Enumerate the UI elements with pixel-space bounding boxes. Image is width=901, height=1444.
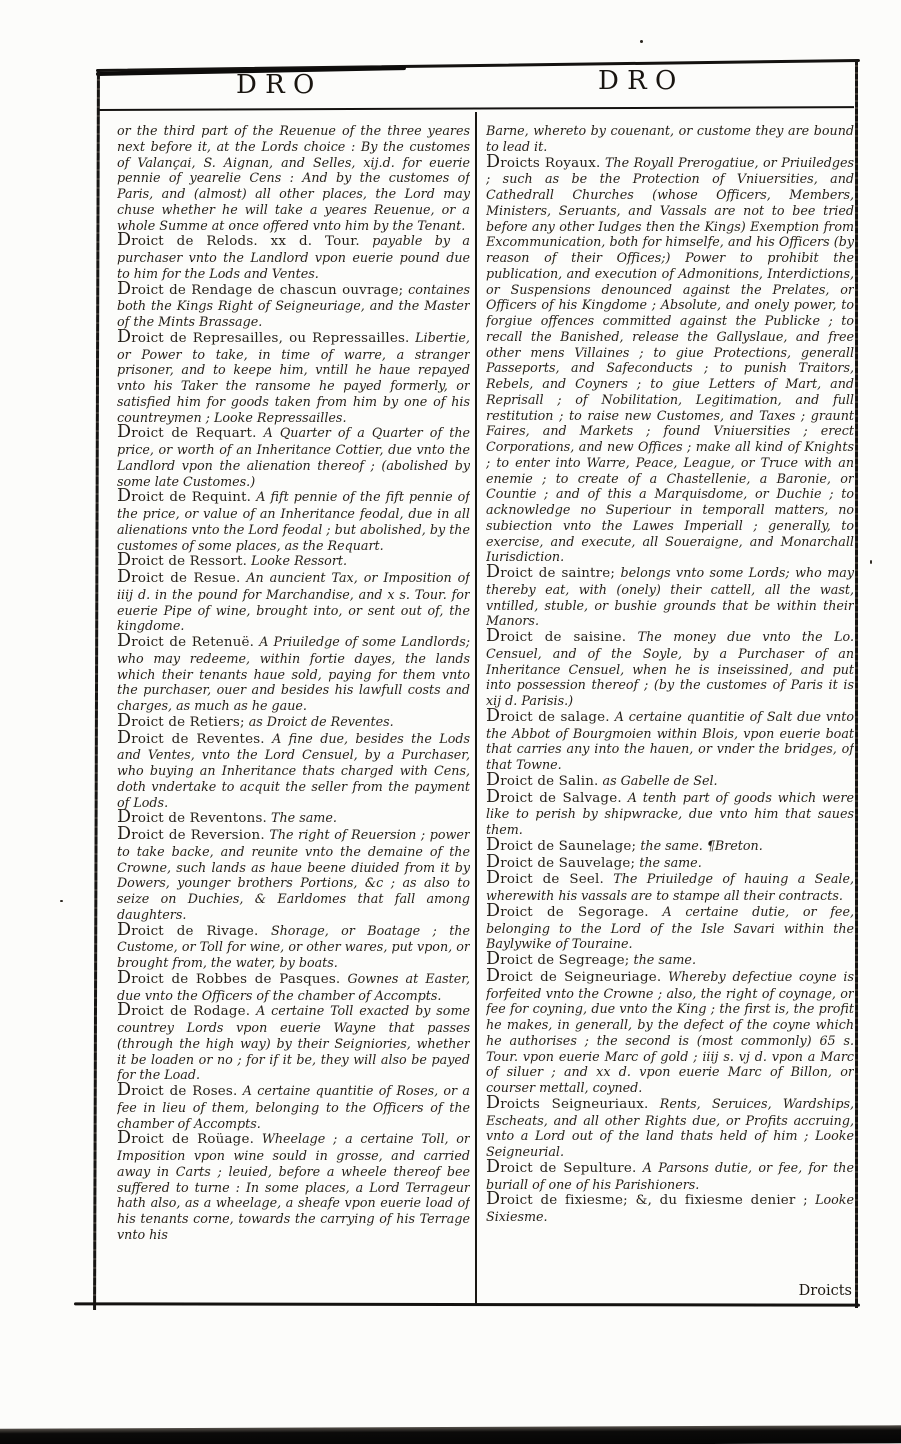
entry-definition: Shorage, or Boatage ; the Custome, or Toll for wine, or other wares, put vpon, or brought from, the water, by boats. [117, 922, 470, 970]
entry-definition: containes both the Kings Right of Seigneuriage, and the Master of the Mints Brassage. [117, 281, 470, 329]
dictionary-entry [117, 1128, 470, 1242]
dictionary-entry [486, 151, 854, 566]
dictionary-entry [117, 919, 470, 971]
entry-definition: belongs vnto some Lords; who may thereby eat, with (onely) their cattell, all the wast, vntilled, stuble, or bushie grounds that be within their Manors. [486, 565, 854, 629]
entry-headword: Droict de Reventes. [117, 727, 265, 748]
entry-definition: The Priuiledge of hauing a Seale, wherewith his vassals are to stampe all their contracts. [486, 871, 854, 903]
entry-definition: The Royall Prerogatiue, or Priuiledges ; such as be the Protection of Vniuersities, and Cathedrall Churches (whose Officers, Members, Ministers, Seruants, and Vassals are not to bee tried before any other Iudges then the Kings) Exemption from Excommunication, both for himselfe, and his Officers (by reason of their Offices;) Power to prohibit the publication, and execution of Admonitions, Interdictions, or Suspensions denounced against the Prelates, or Officers of his Kingdome ; Absolute, and onely power, to forgiue offences committed against the Publicke ; to recall the Banished, release the Gallyslaue, and free other mens Villaines ; to giue Protections, generall Passeports, and Safeconducts ; to punish Traitors, Rebels, and Coyners ; to giue Letters of Mart, and Reprisall ; of Nobilitation, Legitimation, and full restitution ; to raise new Customes, and Taxes ; graunt Faires, and Markets ; found Vniuersities ; erect Corporations, and new Offices ; make all kind of Knights ; to enter into Warre, Peace, League, or Truce with an enemie ; to create of a Chastellenie, a Baronie, or Countie ; and of this a Marquisdome, or Duchie ; to acknowledge no Superiour in temporall matters, no subiection vnto the Lawes Imperiall ; generally, to exercise, and execute, all Soueraigne, and Monarchall Iurisdiction. [486, 154, 854, 565]
dictionary-entry [486, 626, 854, 709]
catchword: Droicts [798, 1283, 852, 1299]
entry-headword: Droict de Rendage de chascun ouvrage; [117, 278, 404, 299]
dictionary-entry [117, 1080, 470, 1131]
scan-speck [640, 40, 643, 43]
scanner-edge-band [0, 1425, 901, 1444]
entry-definition: A Quarter of a Quarter of the price, or worth of an Inheritance Cottier, due vnto the Landlord vpon the alienation thereof ; (abolished by some late Customes.) [117, 425, 470, 489]
dictionary-entry [486, 123, 854, 155]
entry-headword: Droict de Represailles, ou Repressailles. [117, 326, 410, 347]
entry-headword: Droict de Rodage. [117, 1000, 251, 1021]
entry-headword: Droict de Salin. [486, 769, 599, 790]
entry-headword: Droict de Sepulture. [486, 1156, 637, 1177]
entry-headword: Droict de Roüage. [117, 1128, 255, 1149]
entry-headword: Droict de saisine. [486, 626, 627, 646]
entry-definition: or the third part of the Reuenue of the three yeares next before it, at the Lords choice : By the customes of Valançai, S. Aignan, and Selles, xij.d. for euerie pennie of yearelie Cens : And by the customes of Paris, and (almost) all other places, the Lord may chuse whether he will take a yeares Reuenue, or a whole Summe at once offered vnto him by the Tenant. [117, 123, 470, 233]
frame-right-rule [855, 60, 858, 1308]
dictionary-entry [117, 326, 470, 426]
entry-definition: The same. [271, 810, 337, 826]
dictionary-entry [117, 727, 470, 811]
entry-definition: Barne, whereto by couenant, or custome they are bound to lead it. [486, 123, 854, 154]
entry-definition: as Droict de Reventes. [248, 713, 394, 729]
entry-headword: Droict de Ressort. [117, 550, 248, 571]
entry-headword: Droict de Relods. xx d. Tour. [117, 230, 360, 251]
scan-speck [870, 560, 872, 564]
frame-left-rule [93, 72, 100, 1310]
dictionary-entry [486, 1092, 854, 1160]
entry-definition: An auncient Tax, or Imposition of iiij d. in the pound for Marchandise, and x s. Tour. for euerie Pipe of wine, brought into, or sent out of, the kingdome. [117, 570, 470, 634]
entry-headword: Droict de Resue. [117, 567, 241, 587]
dictionary-entry [486, 1189, 854, 1225]
entry-definition: as Gabelle de Sel. [602, 772, 718, 788]
dictionary-entry [486, 868, 854, 904]
entry-headword: Droict de Sauvelage; [486, 851, 636, 872]
entry-headword: Droict de Seel. [486, 868, 604, 889]
right-column [486, 123, 854, 1303]
dictionary-entry [486, 851, 854, 872]
entry-headword: Droict de Robbes de Pasques. [117, 967, 341, 988]
entry-definition: Rents, Seruices, Wardships, Escheats, and all other Rights due, or Profits accruing, vnto a Lord out of the land thats held of him ; Looke Seigneurial. [486, 1095, 854, 1159]
entry-headword: Droict de Roses. [117, 1080, 238, 1100]
entry-headword: Droict de Retenuë. [117, 631, 255, 651]
entry-definition: Libertie, or Power to take, in time of warre, a stranger prisoner, and to keepe him, vntill he haue repayed vnto his Taker the ransome he payed formerly, or satisfied him for goods taken from him by one of his countreymen ; Looke Repressailles. [117, 329, 470, 425]
entry-definition: A fift pennie of the fift pennie of the price, or value of an Inheritance feodal, due in all alienations vnto the Lord feodal ; but abolished, by the customes of some places, as the Requart. [117, 489, 470, 553]
dictionary-entry [486, 1156, 854, 1193]
left-column [117, 123, 470, 1303]
entry-definition: A Priuiledge of some Landlords; who may redeeme, within fortie dayes, the lands which their tenants haue sold, paying for them vnto the purchaser, ouer and besides his lawfull costs and charges, as much as he gaue. [117, 634, 470, 713]
dictionary-entry [486, 900, 854, 952]
dictionary-entry [486, 562, 854, 629]
entry-headword: Droicts Royaux. [486, 151, 601, 172]
entry-definition: Gownes at Easter, due vnto the Officers of the chamber of Accompts. [117, 970, 470, 1003]
entry-headword: Droict de Seigneuriage. [486, 965, 662, 986]
dictionary-entry [486, 965, 854, 1096]
dictionary-entry [486, 786, 854, 838]
entry-definition: A Parsons dutie, or fee, for the buriall of one of his Parishioners. [486, 1159, 854, 1192]
dictionary-entry [117, 422, 470, 489]
running-head-right: D R O [598, 66, 677, 96]
dictionary-entry [486, 769, 854, 790]
entry-headword: Droict de fixiesme; &, du fixiesme denier ; [486, 1189, 808, 1210]
dictionary-entry [117, 550, 470, 571]
entry-definition: the same. [639, 854, 702, 870]
scan-speck [60, 900, 63, 902]
entry-definition: The money due vnto the Lo. Censuel, and of the Soyle, by a Purchaser of an Inheritance Censuel, when he is inseissined, and put into possession thereof ; (by the customes of Paris it is xij d. Parisis.) [486, 629, 854, 708]
entry-definition: A certaine quantitie of Roses, or a fee in lieu of them, belonging to the Officers of the chamber of Accompts. [117, 1083, 470, 1131]
dictionary-entry [486, 705, 854, 773]
entry-definition: payable by a purchaser vnto the Landlord vpon euerie pound due to him for the Lods and Ventes. [117, 233, 470, 281]
entry-headword: Droict de Retiers; [117, 710, 245, 731]
dictionary-entry [486, 834, 854, 855]
running-head-left: D R O [236, 70, 315, 100]
entry-definition: A tenth part of goods which were like to perish by shipwracke, due vnto him that saues them. [486, 789, 854, 837]
entry-definition: A certaine quantitie of Salt due vnto the Abbot of Bourgmoien within Blois, vpon euerie boat that carries any into the hauen, or vnder the bridges, of that Towne. [486, 708, 854, 772]
entry-definition: Wheelage ; a certaine Toll, or Imposition vpon wine sould in grosse, and carried away in Carts ; leuied, before a wheele thereof bee suffered to turne : In some places, a Lord Terrageur hath also, as a wheelage, a sheafe vpon euerie load of his tenants corne, towards the carrying of his Terrage vnto his [117, 1131, 470, 1242]
entry-definition: A fine due, besides the Lods and Ventes, vnto the Lord Censuel, by a Purchaser, who buying an Inheritance thats charged with Cens, doth vndertake to acquit the seller from the payment of Lods. [117, 730, 470, 810]
entry-definition: A certaine Toll exacted by some countrey Lords vpon euerie Wayne that passes (through the high way) by their Seigniories, whether it be loaden or no ; for if it be, they will also be payed for the Load. [117, 1003, 470, 1083]
entry-definition: the same. [633, 952, 696, 967]
dictionary-entry [117, 1000, 470, 1083]
running-head-rule [99, 106, 854, 111]
entry-definition: A certaine dutie, or fee, belonging to the Lord of the Isle Savari within the Baylywike of Touraine. [486, 903, 854, 952]
dictionary-entry [117, 967, 470, 1004]
entry-headword: Droict de saintre; [486, 562, 616, 582]
column-divider-rule [475, 112, 477, 1304]
dictionary-entry [117, 278, 470, 330]
entry-headword: Droicts Seigneuriaux. [486, 1092, 649, 1113]
entry-headword: Droict de Segreage; [486, 949, 630, 969]
entry-headword: Droict de Reversion. [117, 824, 265, 844]
dictionary-entry [117, 710, 470, 731]
dictionary-entry [117, 824, 470, 923]
entry-headword: Droict de Salvage. [486, 786, 622, 807]
entry-definition: The right of Reuersion ; power to take backe, and reunite vnto the demaine of the Crowne, such lands as haue beene diuided from it by Dowers, younger brothers Portions, &c ; as also to seize on Duchies, & Earldomes that fall among daughters. [117, 827, 470, 922]
entry-headword: Droict de Rivage. [117, 919, 259, 940]
entry-definition: Looke Sixiesme. [486, 1192, 854, 1224]
entry-headword: Droict de Reventons. [117, 807, 267, 828]
entry-headword: Droict de Requart. [117, 422, 257, 443]
dictionary-entry [117, 230, 470, 281]
entry-headword: Droict de Requint. [117, 486, 252, 507]
entry-definition: the same. ¶Breton. [640, 837, 763, 853]
dictionary-entry [117, 631, 470, 714]
dictionary-entry [486, 949, 854, 969]
entry-headword: Droict de Saunelage; [486, 834, 637, 855]
dictionary-entry [117, 123, 470, 233]
entry-definition: Looke Ressort. [251, 553, 348, 569]
entry-headword: Droict de Segorage. [486, 900, 649, 921]
dictionary-entry [117, 486, 470, 553]
dictionary-entry [117, 807, 470, 828]
entry-definition: Whereby defectiue coyne is forfeited vnto the Crowne ; also, the right of coynage, or fee for coyning, due vnto the King ; the first is, the profit he makes, in generall, by the defect of the coyne which he authorises ; the second is (most commonly) 65 s. Tour. vpon euerie Marc of gold ; iiij s. vj d. vpon a Marc of siluer ; and xx d. vpon euerie Marc of Billon, or courser mettall, coyned. [486, 968, 854, 1095]
dictionary-entry [117, 567, 470, 634]
entry-headword: Droict de salage. [486, 705, 610, 726]
